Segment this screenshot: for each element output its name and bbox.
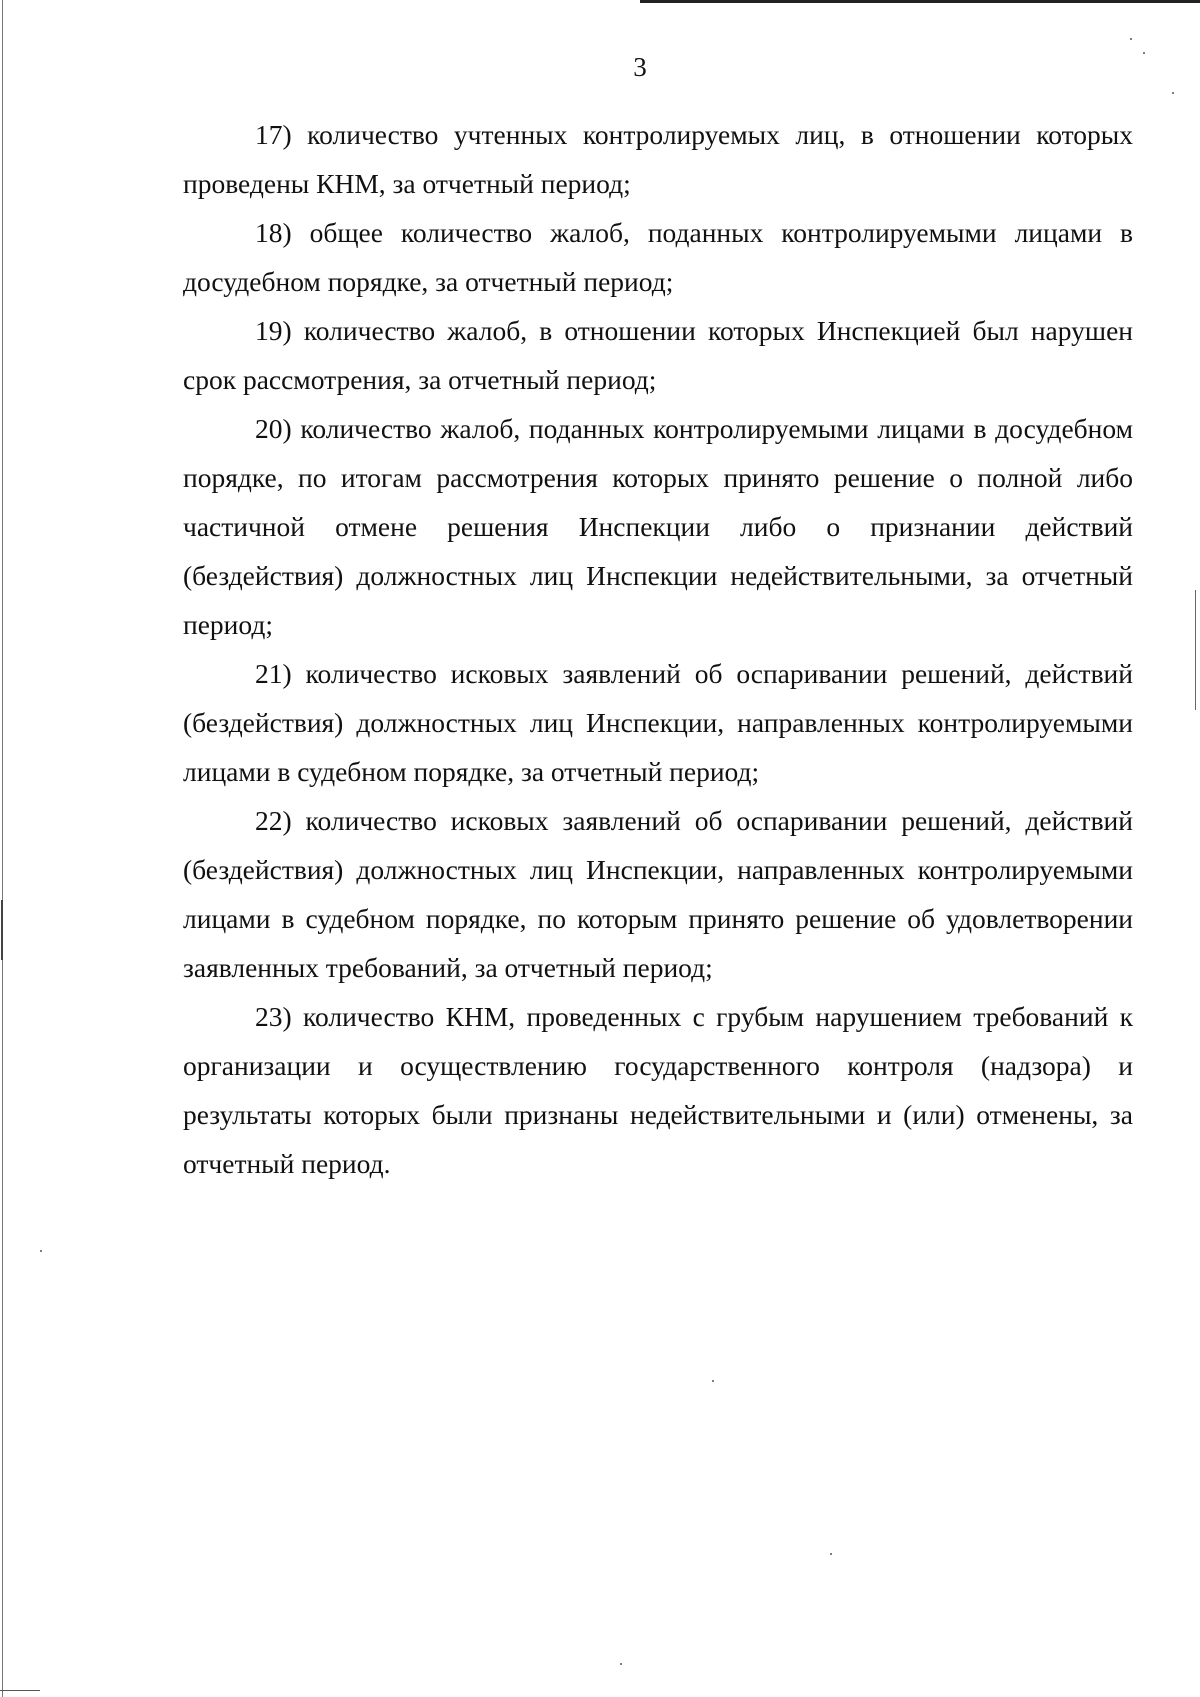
list-item-17: 17) количество учтенных контролируемых лиц, в отношении которых проведены КНМ, за отчетный период; — [183, 119, 1133, 199]
list-item-22: 22) количество исковых заявлений об оспаривании решений, действий (бездействия) должностных лиц Инспекции, направленных контролируемыми лицами в судебном порядке, по которым принято решение об удовлетворении заявленных требований, за отчетный период; — [183, 805, 1133, 983]
scan-edge-left — [2, 0, 3, 1697]
scan-edge-top — [640, 0, 1200, 3]
scan-speck — [1143, 52, 1145, 54]
scan-edge-bottom — [0, 1690, 40, 1691]
list-item-23: 23) количество КНМ, проведенных с грубым нарушением требований к организации и осуществлению государственного контроля (надзора) и результаты которых были признаны недействительными и (или) отменены, за отчетный период. — [183, 1001, 1133, 1179]
scan-speck — [830, 1553, 832, 1555]
scan-speck — [620, 1663, 622, 1665]
scan-speck — [1130, 38, 1132, 40]
list-item-20: 20) количество жалоб, поданных контролируемыми лицами в досудебном порядке, по итогам рассмотрения которых принято решение о полной либо частичной отмене решения Инспекции либо о признании действий (бездействия) должностных лиц Инспекции недействительными, за отчетный период; — [183, 413, 1133, 640]
list-item-21: 21) количество исковых заявлений об оспаривании решений, действий (бездействия) должностных лиц Инспекции, направленных контролируемыми лицами в судебном порядке, за отчетный период; — [183, 658, 1133, 787]
page-number: 3 — [633, 52, 647, 82]
scan-edge-left-mark — [1, 900, 3, 960]
scan-speck — [40, 1250, 42, 1252]
list-item-19: 19) количество жалоб, в отношении которых Инспекцией был нарушен срок рассмотрения, за отчетный период; — [183, 315, 1133, 395]
scan-edge-right — [1195, 590, 1196, 710]
list-item-18: 18) общее количество жалоб, поданных контролируемыми лицами в досудебном порядке, за отчетный период; — [183, 217, 1133, 297]
scan-speck — [1172, 92, 1174, 94]
document-body — [183, 110, 1133, 1188]
scan-speck — [712, 1380, 714, 1382]
